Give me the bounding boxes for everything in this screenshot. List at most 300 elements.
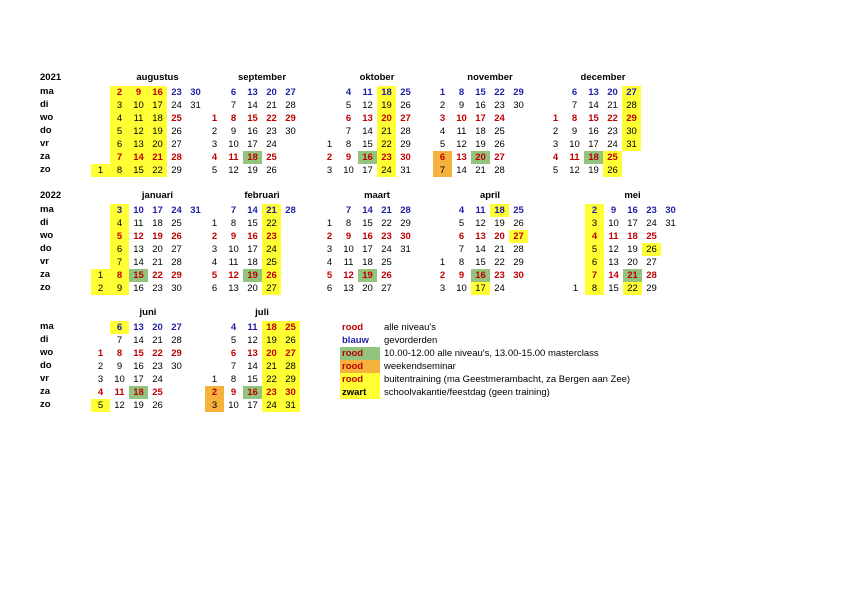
day-cell: 26 bbox=[171, 126, 182, 137]
day-cell: 3 bbox=[326, 165, 333, 176]
day-cell: 7 bbox=[585, 269, 604, 282]
day-cell: 15 bbox=[362, 218, 373, 229]
day-cell: 22 bbox=[494, 257, 505, 268]
day-cell: 1 bbox=[211, 218, 218, 229]
day-cell: 26 bbox=[381, 270, 392, 281]
day-cell: 31 bbox=[622, 138, 641, 151]
day-cell: 23 bbox=[494, 100, 505, 111]
day-cell: 9 bbox=[230, 231, 237, 242]
day-cell: 4 bbox=[211, 152, 218, 163]
day-cell: 12 bbox=[228, 165, 239, 176]
month-name: juli bbox=[255, 307, 269, 318]
day-cell: 25 bbox=[400, 87, 411, 98]
day-cell: 15 bbox=[362, 139, 373, 150]
day-cell: 29 bbox=[400, 218, 411, 229]
day-cell: 11 bbox=[475, 205, 486, 216]
day-cell: 3 bbox=[552, 139, 559, 150]
day-cell: 15 bbox=[608, 283, 619, 294]
weekday-label: ma bbox=[40, 204, 54, 215]
day-cell: 8 bbox=[230, 374, 237, 385]
day-cell: 21 bbox=[262, 204, 281, 217]
day-cell: 2 bbox=[110, 86, 129, 99]
day-cell: 11 bbox=[133, 218, 144, 229]
day-cell: 16 bbox=[362, 231, 373, 242]
day-cell: 2 bbox=[439, 100, 446, 111]
day-cell: 28 bbox=[171, 257, 182, 268]
weekday-label: vr bbox=[40, 373, 49, 384]
day-cell: 11 bbox=[608, 231, 619, 242]
day-cell: 31 bbox=[190, 100, 201, 111]
day-cell: 14 bbox=[588, 100, 599, 111]
day-cell: 9 bbox=[610, 205, 617, 216]
day-cell: 18 bbox=[362, 257, 373, 268]
day-cell: 2 bbox=[439, 270, 446, 281]
day-cell: 7 bbox=[116, 335, 123, 346]
day-cell: 20 bbox=[607, 87, 618, 98]
day-cell: 28 bbox=[400, 205, 411, 216]
day-cell: 19 bbox=[377, 99, 396, 112]
day-cell: 7 bbox=[230, 205, 237, 216]
day-cell: 8 bbox=[458, 87, 465, 98]
day-cell: 23 bbox=[377, 151, 396, 164]
day-cell: 3 bbox=[326, 244, 333, 255]
day-cell: 21 bbox=[266, 100, 277, 111]
day-cell: 17 bbox=[148, 99, 167, 112]
day-cell: 26 bbox=[513, 218, 524, 229]
day-cell: 10 bbox=[228, 400, 239, 411]
day-cell: 12 bbox=[569, 165, 580, 176]
day-cell: 1 bbox=[211, 374, 218, 385]
day-cell: 13 bbox=[362, 113, 373, 124]
day-cell: 20 bbox=[627, 257, 638, 268]
day-cell: 28 bbox=[494, 165, 505, 176]
day-cell: 4 bbox=[458, 205, 465, 216]
day-cell: 15 bbox=[133, 348, 144, 359]
day-cell: 26 bbox=[171, 231, 182, 242]
day-cell: 23 bbox=[646, 205, 657, 216]
weekday-label: di bbox=[40, 99, 49, 110]
day-cell: 19 bbox=[475, 139, 486, 150]
weekday-label: ma bbox=[40, 86, 54, 97]
day-cell: 17 bbox=[247, 244, 258, 255]
day-cell: 6 bbox=[230, 87, 237, 98]
day-cell: 19 bbox=[494, 218, 505, 229]
day-cell: 29 bbox=[281, 373, 300, 386]
day-cell: 12 bbox=[228, 270, 239, 281]
day-cell: 10 bbox=[114, 374, 125, 385]
day-cell: 9 bbox=[116, 361, 123, 372]
day-cell: 24 bbox=[494, 113, 505, 124]
day-cell: 11 bbox=[343, 257, 354, 268]
day-cell: 28 bbox=[285, 205, 296, 216]
day-cell: 13 bbox=[588, 87, 599, 98]
day-cell: 13 bbox=[133, 322, 144, 333]
day-cell: 16 bbox=[247, 231, 258, 242]
day-cell: 9 bbox=[129, 86, 148, 99]
day-cell: 11 bbox=[247, 322, 258, 333]
day-cell: 3 bbox=[97, 374, 104, 385]
day-cell: 8 bbox=[230, 113, 237, 124]
day-cell: 13 bbox=[133, 244, 144, 255]
day-cell: 21 bbox=[623, 269, 642, 282]
day-cell: 2 bbox=[585, 204, 604, 217]
day-cell: 14 bbox=[362, 205, 373, 216]
day-cell: 28 bbox=[171, 335, 182, 346]
day-cell: 27 bbox=[285, 87, 296, 98]
day-cell: 22 bbox=[152, 270, 163, 281]
day-cell: 5 bbox=[230, 335, 237, 346]
day-cell: 19 bbox=[262, 334, 281, 347]
day-cell: 1 bbox=[439, 87, 446, 98]
day-cell: 19 bbox=[358, 269, 377, 282]
day-cell: 10 bbox=[133, 205, 144, 216]
day-cell: 7 bbox=[433, 164, 452, 177]
day-cell: 20 bbox=[262, 347, 281, 360]
day-cell: 24 bbox=[607, 139, 618, 150]
day-cell: 30 bbox=[513, 270, 524, 281]
day-cell: 5 bbox=[91, 399, 110, 412]
weekday-label: zo bbox=[40, 282, 51, 293]
day-cell: 13 bbox=[456, 152, 467, 163]
day-cell: 27 bbox=[281, 347, 300, 360]
weekday-label: zo bbox=[40, 399, 51, 410]
day-cell: 17 bbox=[133, 374, 144, 385]
day-cell: 10 bbox=[228, 244, 239, 255]
month-name: maart bbox=[364, 190, 390, 201]
day-cell: 23 bbox=[152, 361, 163, 372]
day-cell: 8 bbox=[585, 282, 604, 295]
day-cell: 4 bbox=[326, 257, 333, 268]
day-cell: 20 bbox=[494, 231, 505, 242]
day-cell: 18 bbox=[148, 112, 167, 125]
day-cell: 10 bbox=[608, 218, 619, 229]
day-cell: 10 bbox=[569, 139, 580, 150]
day-cell: 2 bbox=[91, 282, 110, 295]
day-cell: 5 bbox=[585, 243, 604, 256]
day-cell: 25 bbox=[266, 152, 277, 163]
day-cell: 7 bbox=[345, 126, 352, 137]
day-cell: 1 bbox=[97, 348, 104, 359]
day-cell: 21 bbox=[148, 151, 167, 164]
day-cell: 28 bbox=[513, 244, 524, 255]
day-cell: 16 bbox=[471, 269, 490, 282]
day-cell: 26 bbox=[603, 164, 622, 177]
day-cell: 27 bbox=[171, 322, 182, 333]
day-cell: 8 bbox=[345, 139, 352, 150]
day-cell: 18 bbox=[475, 126, 486, 137]
day-cell: 1 bbox=[91, 269, 110, 282]
day-cell: 5 bbox=[110, 125, 129, 138]
day-cell: 11 bbox=[129, 112, 148, 125]
day-cell: 27 bbox=[381, 283, 392, 294]
day-cell: 25 bbox=[603, 151, 622, 164]
day-cell: 4 bbox=[439, 126, 446, 137]
day-cell: 6 bbox=[230, 348, 237, 359]
day-cell: 12 bbox=[362, 100, 373, 111]
weekday-label: wo bbox=[40, 347, 54, 358]
day-cell: 18 bbox=[129, 386, 148, 399]
month-name: januari bbox=[141, 190, 174, 201]
day-cell: 5 bbox=[439, 139, 446, 150]
day-cell: 22 bbox=[152, 348, 163, 359]
day-cell: 14 bbox=[475, 244, 486, 255]
day-cell: 18 bbox=[490, 204, 509, 217]
day-cell: 5 bbox=[458, 218, 465, 229]
day-cell: 14 bbox=[247, 100, 258, 111]
weekday-label: wo bbox=[40, 230, 54, 241]
day-cell: 4 bbox=[552, 152, 559, 163]
day-cell: 22 bbox=[262, 217, 281, 230]
day-cell: 28 bbox=[622, 99, 641, 112]
weekday-label: wo bbox=[40, 112, 54, 123]
day-cell: 9 bbox=[110, 282, 129, 295]
day-cell: 22 bbox=[377, 138, 396, 151]
day-cell: 3 bbox=[211, 244, 218, 255]
day-cell: 2 bbox=[211, 126, 218, 137]
day-cell: 8 bbox=[110, 164, 129, 177]
day-cell: 5 bbox=[326, 270, 333, 281]
day-cell: 20 bbox=[266, 87, 277, 98]
day-cell: 20 bbox=[152, 322, 163, 333]
day-cell: 26 bbox=[152, 400, 163, 411]
day-cell: 7 bbox=[110, 151, 129, 164]
day-cell: 14 bbox=[608, 270, 619, 281]
day-cell: 24 bbox=[152, 374, 163, 385]
day-cell: 1 bbox=[326, 218, 333, 229]
month-name: augustus bbox=[136, 72, 179, 83]
day-cell: 4 bbox=[345, 87, 352, 98]
day-cell: 10 bbox=[456, 113, 467, 124]
day-cell: 16 bbox=[358, 151, 377, 164]
day-cell: 19 bbox=[627, 244, 638, 255]
day-cell: 31 bbox=[190, 205, 201, 216]
day-cell: 20 bbox=[377, 112, 396, 125]
day-cell: 30 bbox=[622, 125, 641, 138]
day-cell: 3 bbox=[205, 399, 224, 412]
weekday-label: za bbox=[40, 269, 51, 280]
day-cell: 5 bbox=[552, 165, 559, 176]
day-cell: 2 bbox=[326, 231, 333, 242]
day-cell: 29 bbox=[400, 139, 411, 150]
day-cell: 16 bbox=[627, 205, 638, 216]
legend-text: 10.00-12.00 alle niveau's, 13.00-15.00 masterclass bbox=[384, 348, 599, 359]
day-cell: 17 bbox=[471, 282, 490, 295]
legend-key: zwart bbox=[340, 386, 380, 399]
day-cell: 24 bbox=[646, 218, 657, 229]
day-cell: 30 bbox=[281, 386, 300, 399]
legend-key: blauw bbox=[342, 335, 369, 346]
day-cell: 12 bbox=[114, 400, 125, 411]
day-cell: 9 bbox=[458, 100, 465, 111]
day-cell: 3 bbox=[439, 113, 446, 124]
day-cell: 15 bbox=[475, 257, 486, 268]
legend-text: alle niveau's bbox=[384, 322, 436, 333]
month-name: juni bbox=[139, 307, 157, 318]
weekday-label: do bbox=[40, 125, 52, 136]
day-cell: 23 bbox=[266, 126, 277, 137]
day-cell: 25 bbox=[281, 321, 300, 334]
day-cell: 13 bbox=[228, 283, 239, 294]
day-cell: 30 bbox=[171, 283, 182, 294]
day-cell: 20 bbox=[362, 283, 373, 294]
weekday-label: di bbox=[40, 334, 49, 345]
day-cell: 11 bbox=[362, 87, 373, 98]
day-cell: 11 bbox=[228, 257, 239, 268]
day-cell: 12 bbox=[608, 244, 619, 255]
day-cell: 2 bbox=[552, 126, 559, 137]
day-cell: 18 bbox=[377, 86, 396, 99]
day-cell: 14 bbox=[133, 335, 144, 346]
day-cell: 8 bbox=[458, 257, 465, 268]
day-cell: 4 bbox=[110, 112, 129, 125]
day-cell: 27 bbox=[622, 86, 641, 99]
day-cell: 28 bbox=[400, 126, 411, 137]
day-cell: 27 bbox=[509, 230, 528, 243]
day-cell: 26 bbox=[262, 269, 281, 282]
day-cell: 14 bbox=[247, 361, 258, 372]
day-cell: 8 bbox=[571, 113, 578, 124]
day-cell: 19 bbox=[588, 165, 599, 176]
day-cell: 25 bbox=[513, 205, 524, 216]
legend-key: rood bbox=[340, 360, 380, 373]
day-cell: 29 bbox=[171, 165, 182, 176]
day-cell: 18 bbox=[247, 257, 258, 268]
day-cell: 13 bbox=[247, 348, 258, 359]
legend-key: rood bbox=[340, 373, 380, 386]
day-cell: 1 bbox=[572, 283, 579, 294]
day-cell: 9 bbox=[345, 231, 352, 242]
day-cell: 22 bbox=[262, 373, 281, 386]
day-cell: 17 bbox=[247, 139, 258, 150]
day-cell: 9 bbox=[230, 387, 237, 398]
day-cell: 25 bbox=[171, 218, 182, 229]
day-cell: 18 bbox=[152, 218, 163, 229]
day-cell: 4 bbox=[585, 230, 604, 243]
day-cell: 11 bbox=[228, 152, 239, 163]
day-cell: 8 bbox=[345, 218, 352, 229]
day-cell: 10 bbox=[343, 165, 354, 176]
day-cell: 24 bbox=[494, 283, 505, 294]
day-cell: 16 bbox=[243, 386, 262, 399]
day-cell: 27 bbox=[400, 113, 411, 124]
month-name: december bbox=[580, 72, 626, 83]
day-cell: 15 bbox=[475, 87, 486, 98]
day-cell: 31 bbox=[400, 165, 411, 176]
day-cell: 10 bbox=[456, 283, 467, 294]
day-cell: 4 bbox=[230, 322, 237, 333]
day-cell: 13 bbox=[129, 138, 148, 151]
day-cell: 13 bbox=[475, 231, 486, 242]
day-cell: 17 bbox=[588, 139, 599, 150]
day-cell: 18 bbox=[243, 151, 262, 164]
day-cell: 15 bbox=[247, 218, 258, 229]
day-cell: 21 bbox=[377, 125, 396, 138]
day-cell: 23 bbox=[152, 283, 163, 294]
day-cell: 30 bbox=[171, 361, 182, 372]
day-cell: 19 bbox=[148, 125, 167, 138]
day-cell: 16 bbox=[588, 126, 599, 137]
day-cell: 25 bbox=[646, 231, 657, 242]
day-cell: 31 bbox=[665, 218, 676, 229]
day-cell: 12 bbox=[129, 125, 148, 138]
day-cell: 5 bbox=[110, 230, 129, 243]
day-cell: 21 bbox=[475, 165, 486, 176]
day-cell: 19 bbox=[247, 165, 258, 176]
day-cell: 20 bbox=[148, 138, 167, 151]
day-cell: 16 bbox=[133, 361, 144, 372]
day-cell: 2 bbox=[326, 152, 333, 163]
weekday-label: zo bbox=[40, 164, 51, 175]
day-cell: 28 bbox=[646, 270, 657, 281]
day-cell: 16 bbox=[148, 86, 167, 99]
day-cell: 18 bbox=[262, 321, 281, 334]
day-cell: 25 bbox=[262, 256, 281, 269]
day-cell: 27 bbox=[646, 257, 657, 268]
day-cell: 14 bbox=[362, 126, 373, 137]
day-cell: 24 bbox=[171, 205, 182, 216]
day-cell: 24 bbox=[262, 243, 281, 256]
day-cell: 12 bbox=[456, 139, 467, 150]
weekday-label: vr bbox=[40, 138, 49, 149]
day-cell: 23 bbox=[262, 230, 281, 243]
day-cell: 9 bbox=[345, 152, 352, 163]
day-cell: 20 bbox=[247, 283, 258, 294]
day-cell: 3 bbox=[211, 139, 218, 150]
day-cell: 24 bbox=[377, 164, 396, 177]
day-cell: 6 bbox=[571, 87, 578, 98]
day-cell: 7 bbox=[230, 361, 237, 372]
legend-key: rood bbox=[340, 347, 380, 360]
day-cell: 3 bbox=[110, 99, 129, 112]
day-cell: 21 bbox=[494, 244, 505, 255]
day-cell: 8 bbox=[230, 218, 237, 229]
day-cell: 1 bbox=[91, 164, 110, 177]
day-cell: 26 bbox=[494, 139, 505, 150]
day-cell: 12 bbox=[133, 231, 144, 242]
day-cell: 15 bbox=[588, 113, 599, 124]
day-cell: 15 bbox=[247, 113, 258, 124]
day-cell: 1 bbox=[439, 257, 446, 268]
day-cell: 8 bbox=[110, 269, 129, 282]
day-cell: 22 bbox=[494, 87, 505, 98]
day-cell: 1 bbox=[326, 139, 333, 150]
day-cell: 7 bbox=[110, 256, 129, 269]
month-name: mei bbox=[624, 190, 641, 201]
day-cell: 3 bbox=[110, 204, 129, 217]
day-cell: 29 bbox=[171, 348, 182, 359]
day-cell: 22 bbox=[266, 113, 277, 124]
month-name: september bbox=[237, 72, 287, 83]
day-cell: 15 bbox=[129, 164, 148, 177]
day-cell: 31 bbox=[281, 399, 300, 412]
day-cell: 28 bbox=[281, 360, 300, 373]
day-cell: 1 bbox=[211, 113, 218, 124]
day-cell: 23 bbox=[171, 87, 182, 98]
day-cell: 2 bbox=[211, 231, 218, 242]
day-cell: 17 bbox=[247, 400, 258, 411]
day-cell: 12 bbox=[247, 335, 258, 346]
legend-text: weekendseminar bbox=[384, 361, 456, 372]
day-cell: 9 bbox=[458, 270, 465, 281]
day-cell: 5 bbox=[345, 100, 352, 111]
day-cell: 28 bbox=[171, 152, 182, 163]
day-cell: 14 bbox=[133, 257, 144, 268]
day-cell: 8 bbox=[116, 348, 123, 359]
day-cell: 6 bbox=[110, 243, 129, 256]
day-cell: 13 bbox=[343, 283, 354, 294]
day-cell: 18 bbox=[584, 151, 603, 164]
day-cell: 12 bbox=[343, 270, 354, 281]
